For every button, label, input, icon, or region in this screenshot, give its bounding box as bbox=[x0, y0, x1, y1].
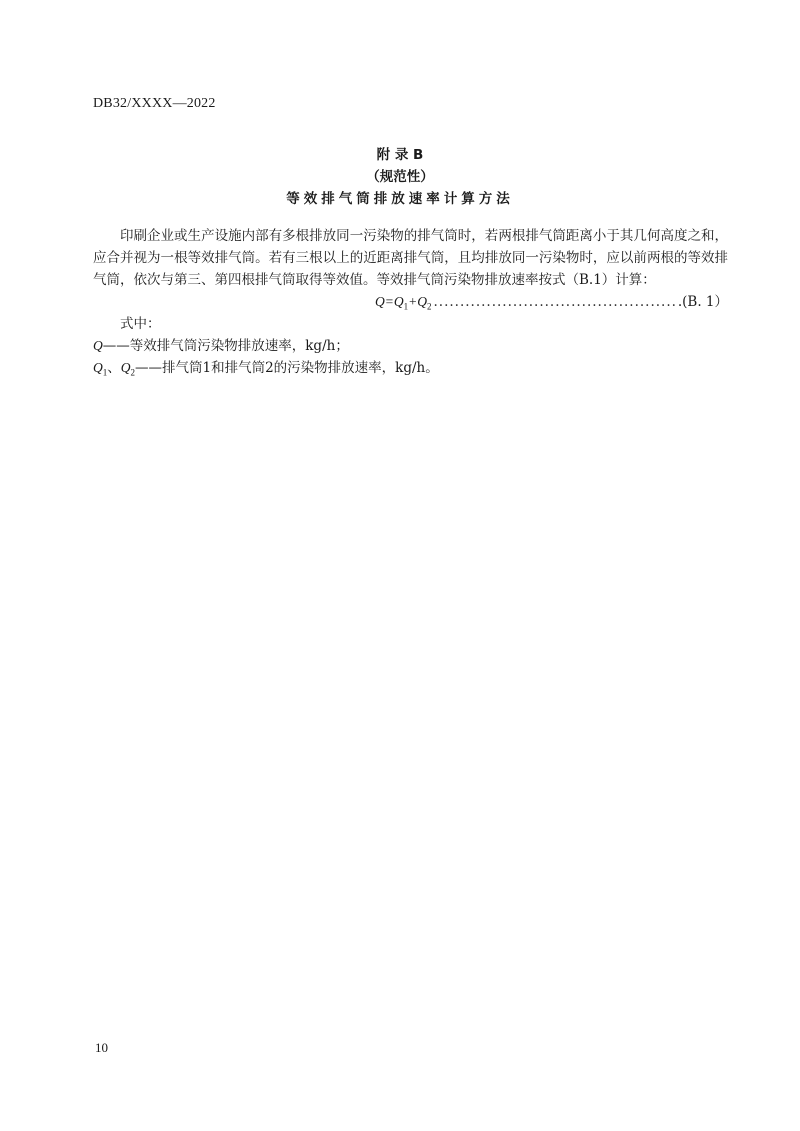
definition-symbol: Q bbox=[93, 338, 103, 353]
document-code: DB32/XXXX—2022 bbox=[93, 96, 216, 111]
annex-title: 等效排气筒排放速率计算方法 bbox=[286, 191, 514, 207]
definition-item bbox=[93, 357, 728, 379]
definition-symbol-a-letter: Q bbox=[93, 360, 103, 375]
definition-item bbox=[93, 335, 728, 357]
formula-expression bbox=[375, 291, 432, 318]
formula-equals: = bbox=[384, 294, 394, 309]
definition-subscript-a: 1 bbox=[102, 367, 108, 378]
annex-type: （规范性） bbox=[366, 169, 434, 185]
formula-subscript-2: 2 bbox=[427, 301, 432, 312]
definition-text: ——排气筒1和排气筒2的污染物排放速率，kg/h。 bbox=[135, 360, 439, 376]
body-paragraph: 印刷企业或生产设施内部有多根排放同一污染物的排气筒时，若两根排气筒距离小于其几何高度之和，应合并视为一根等效排气筒。若有三根以上的近距离排气筒，且均排放同一污染物时，应以前两根的等效排气筒，依次与第三、第四根排气筒取得等效值。等效排气筒污染物排放速率按式（B.1）计算： bbox=[93, 228, 728, 288]
formula-term-1: Q bbox=[393, 294, 404, 309]
formula-subscript-1: 1 bbox=[403, 301, 409, 312]
formula-lhs: Q bbox=[375, 294, 385, 309]
definition-symbol-b bbox=[120, 360, 135, 378]
definition-symbol-a bbox=[93, 360, 108, 378]
formula-plus: + bbox=[408, 294, 418, 309]
definition-symbol-b-letter: Q bbox=[120, 360, 131, 375]
where-label: 式中： bbox=[120, 316, 161, 332]
annex-heading bbox=[0, 144, 800, 210]
formula-term-2: Q bbox=[417, 294, 427, 309]
annex-label: 附 录 B bbox=[376, 147, 424, 163]
formula-number: .(B. 1） bbox=[677, 294, 728, 310]
definition-separator: 、 bbox=[107, 360, 121, 376]
definition-text: ——等效排气筒污染物排放速率，kg/h； bbox=[102, 338, 349, 354]
formula-dot-leader bbox=[434, 291, 676, 313]
definition-subscript-b: 2 bbox=[130, 367, 135, 378]
annex-body bbox=[93, 225, 728, 379]
page-number: 10 bbox=[95, 1040, 108, 1055]
formula-b1 bbox=[93, 291, 728, 313]
